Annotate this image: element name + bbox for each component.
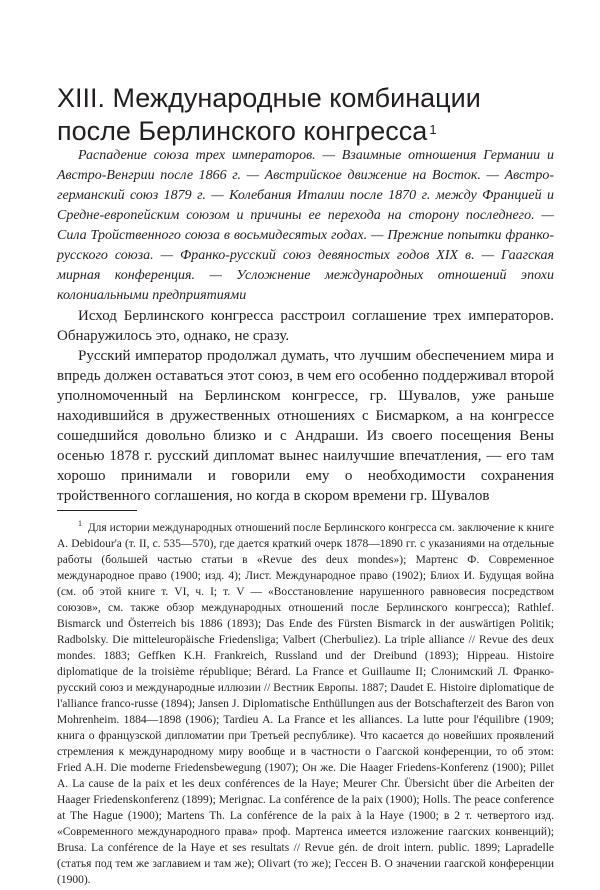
footnote-paragraph bbox=[57, 516, 554, 888]
body-paragraph-1: Исход Берлинского конгресса расстроил соглашение трех императоров. Обнаружилось это, однако, не сразу. bbox=[57, 308, 554, 344]
chapter-title-line-2-text: после Берлинского конгресса bbox=[57, 116, 428, 147]
footnote-text: Для истории международных отношений после Берлинского конгресса см. заключение к книге A. Debidour'a (т. II, с. 535—570), где дается краткий очерк 1878—1890 гг. с указаниями на отдельные работы (большей частью статьи в «Revue des deux mondes»); Мартенс Ф. Современное международное право (1900; изд. 4); Лист. Международное право (1902); Блиох И. Будущая война (см. об этой книге т. VI, ч. I; т. V — «Восстановление нарушенного равновесия посредством союзов», см. также обзор международных отношений после Берлинского конгресса); Rathlef. Bismarck und Österreich bis 1886 (1893); Das Ende des Fürsten Bismarck in der auswärtigen Politik; Radbolsky. Die mitteleuropäische Friedensliga; Valbert (Cherbuliez). La triple alliance // Revue des deux mondes. 1883; Geffken K.H. Frankreich, Russland und der Dreibund (1893); Hippeau. Histoire diplomatique de la troisième république; Bérard. La France et Guillaume II; Слонимский Л. Франко-русский союз и международные иллюзии // Вестник Европы. 1887; Daudet E. Histoire diplomatique de l'alliance franco-russe (1894); Jansen J. Diplomatische Enthüllungen aus der Botschafterzeit des Baron von Mohrenheim. 1884—1898 (1906); Tardieu A. La France et les alliances. La lutte pour l'équilibre (1909; книга о французской дипломатии при Третьей республике). Что касается до новейших проявлений стремления к международному миру вообще и в частности о Гаагской конференции, то об этом: Fried A.H. Die moderne Friedensbewegung (1907); Он же. Die Haager Friedens-Konferenz (1900); Pillet A. La cause de la paix et les deux conférences de la Haye; Meurer Chr. Übersicht über die Arbeiten der Haager Friedenskonferenz (1899); Merignac. La conférence de la paix (1900); Holls. The peace conference at The Hague (1900); Martens Th. La conférence de la paix à la Haye (1900; в 2 т. четвертого изд. «Современного международного права» проф. Мартенса имеется изложение гаагских конвенций); Brusa. La conférence de la Haye et ses resultats // Revue gén. de droit intern. public. 1899; Lapradelle (статья под тем же заглавием и там же); Olivart (то же); Гессен В. О значении гаагской конференции (1900). bbox=[57, 521, 555, 886]
body-paragraph-2: Русский император продолжал думать, что лучшим обеспечением мира и впредь должен оставаться этот союз, в чем его особенно поддерживал второй уполномоченный на Берлинском конгрессе, гр. Шувалов, уже раньше находившийся в дружественных отношениях с Бисмарком, а на конгрессе сошедшийся довольно близко и с Андраши. Из своего посещения Вены осенью 1878 г. русский дипломат вынес наилучшие впечатления, — его там хорошо принимали и говорили ему о необходимости сохранения тройственного соглашения, но когда в скором времени гр. Шувалов bbox=[57, 348, 554, 504]
chapter-summary-text: Распадение союза трех императоров. — Взаимные отношения Германии и Австро-Венгрии после 1866 г. — Австрийское движение на Восток. — Австро-германский союз 1879 г. — Колебания Италии после 1870 г. между Францией и Средне-европейским союзом и причины ее перехода на сторону последнего. — Сила Тройственного союза в восьмидесятых годах. — Прежние попытки франко-русского союза. — Франко-русский союз девяностых годов XIX в. — Гаагская мирная конференция. — Усложнение международных отношений эпохи колониальными предприятиями bbox=[57, 148, 554, 303]
chapter-summary bbox=[57, 146, 554, 306]
chapter-title-line-1: XIII. Международные комбинации bbox=[57, 83, 481, 114]
footnote-marker: 1 bbox=[78, 519, 82, 528]
footnote-reference[interactable]: 1 bbox=[429, 122, 437, 138]
chapter-title bbox=[57, 82, 557, 148]
chapter-title-line-2 bbox=[57, 115, 557, 148]
footnote bbox=[57, 516, 554, 888]
footnote-divider bbox=[57, 510, 137, 511]
main-text bbox=[57, 306, 554, 506]
